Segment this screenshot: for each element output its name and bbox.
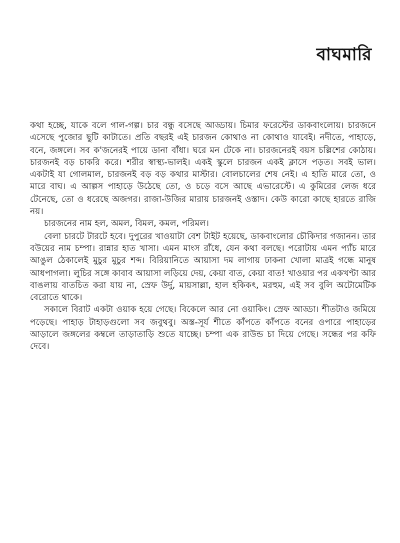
paragraph-afternoon: বেলা চারটে টারটে হবে। দুপুরের খাওয়াটা বেশ টাইট হয়েছে, ডাকবাংলোর চৌকিদার গজানন। তার বউয়ের নাম চম্পা। রান্নার হাত খাসা। এমন মাংস রাঁধে, যেন কথা বলছে। পরোটায় এমন প্যাঁচ মারে আঙুল ঠেকালেই মুচুর মুচুর শব্দ। বিরিয়ানিতে আয়াসা দম লাগায় ঢাকনা খোলা মাত্রই গন্ধে মানুষ আধপাগলা। লুচির সঙ্গে কাবাব আয়াসা লড়িয়ে দেয়, কেয়া বাত, কেয়া বাত! খাওয়ার পর একখণ্টা আর বাঙলায় বাতচিত করা যায় না, স্রেফ উর্দু, মায়সাল্লা, হাল হকিকৎ, মরহুম, এই সব বুলি অটোমেটিক বেরোতে থাকে। bbox=[30, 231, 376, 304]
story-body bbox=[30, 120, 376, 354]
page-title: বাঘমারি bbox=[316, 45, 372, 65]
paragraph-intro: কথা হচ্ছে, যাকে বলে গাল-গল্প। চার বন্ধু বসেছে আড্ডায়। চিমার ফরেস্টের ডাকবাংলোয়। চারজনে এসেছে পুজোর ছুটি কাটাতে। প্রতি বছরই এই চারজন কোথাও না কোথাও যাবেই। নদীতে, পাহাড়ে, বনে, জঙ্গলে। সব ক'জনেরই পায়ে ডানা বাঁধা। ঘরে মন টেকে না। চারজনেরই বয়স চল্লিশের কোঠায়। চারজনই বড় চাকরি করে। শরীর স্বাস্থ্য-ভালই। একই স্কুলে চারজন একই ক্লাসে পড়ত। সবই ভাল। একটাই যা গোলমাল, চারজনই বড় বড় কথার মাস্টার। বোলচালের শেষ নেই। এ হাতি মারে তো, ও মারে বাঘ। এ আল্পস পাহাড়ে উঠেছে তো, ও চড়ে বসে আছে এভারেস্টে। এ কুমিরের লেজ ধরে টেনেছে, তো ও ধরেছে অজগর। রাজা-উজির মারায় চারজনই ওস্তাদ। কেউ কারো কাছে হারতে রাজি নয়। bbox=[30, 121, 376, 218]
paragraph-evening: সকালে বিরাট একটা ওয়াক হয়ে গেছে। বিকেলে আর নো ওয়াকিং। স্রেফ আড্ডা। শীতটাও জমিয়ে পড়েছে। পাহাড় টাহাড়গুলো সব জবুথবু। অস্ত-সূর্য শীতে কাঁপতে কাঁপতে বনের ওপারে পাহাড়ের আড়ালে জঙ্গলের কম্বলে তাড়াতাড়ি শুতে যাচ্ছে। চম্পা এক রাউন্ড চা দিয়ে গেছে। সন্ধের পর কফি দেবে। bbox=[30, 305, 376, 353]
paragraph-names: চারজনের নাম হল, অমল, বিমল, কমল, পরিমল। bbox=[44, 219, 209, 230]
